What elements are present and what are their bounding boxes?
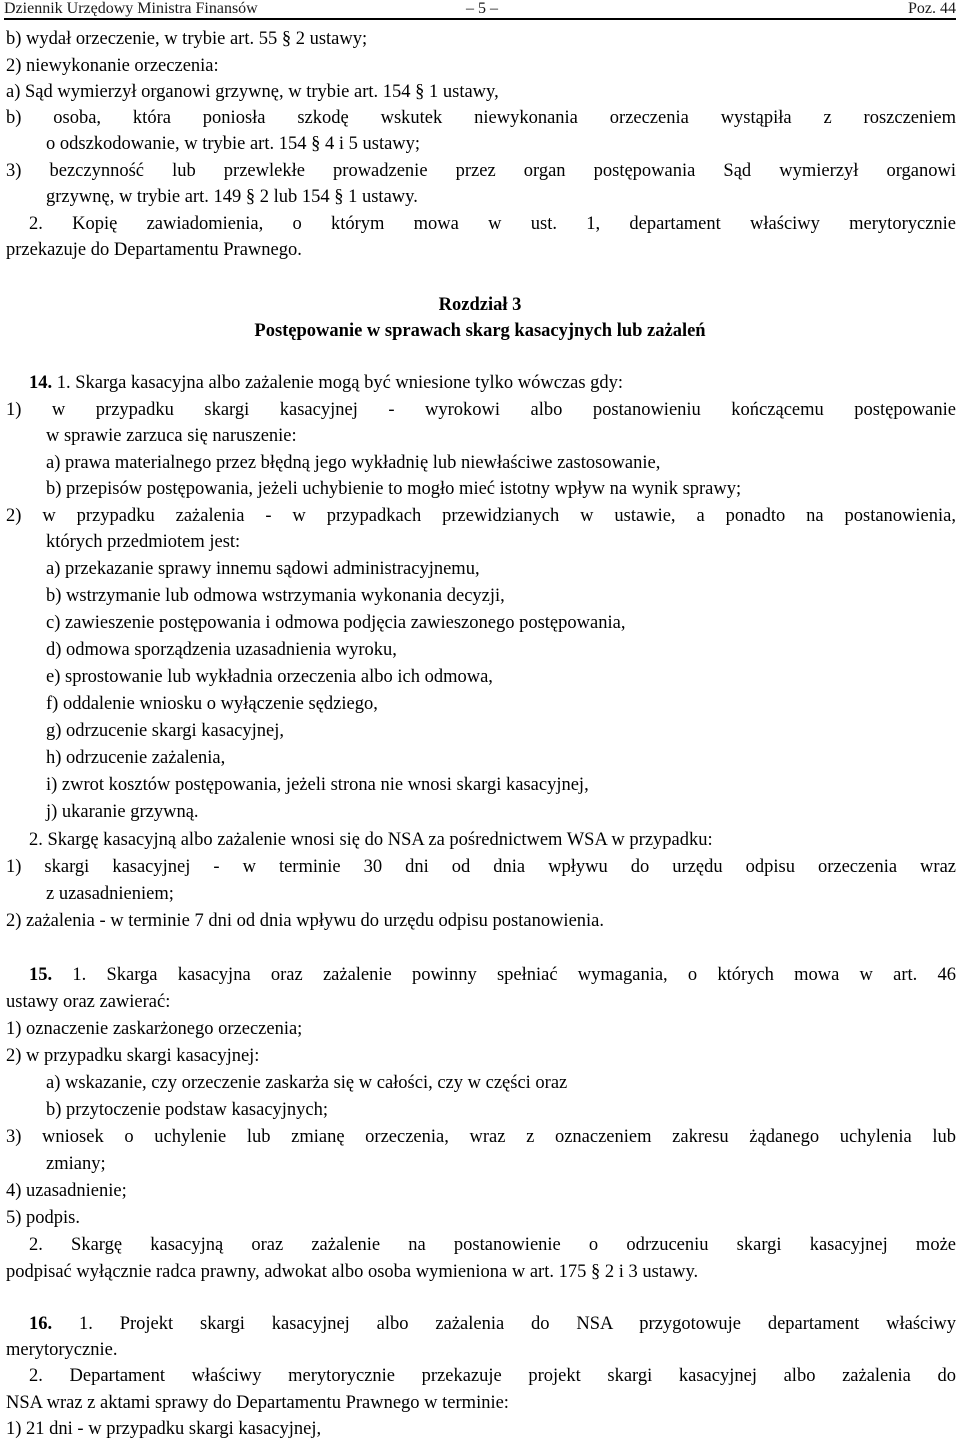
- text-line: 1) 21 dni - w przypadku skargi kasacyjnej,: [6, 1419, 322, 1439]
- text-line: zmiany;: [46, 1154, 106, 1174]
- text-line: 3) bezczynność lub przewlekłe prowadzenie przez organ postępowania Sąd wymierzył organowi: [6, 161, 956, 181]
- text-line: NSA wraz z aktami sprawy do Departamentu Prawnego w terminie:: [6, 1393, 509, 1413]
- text-line: których przedmiotem jest:: [46, 532, 241, 552]
- text-line: 2) zażalenia - w terminie 7 dni od dnia wpływu do urzędu odpisu postanowienia.: [6, 911, 605, 931]
- text-line: b) osoba, która poniosła szkodę wskutek niewykonania orzeczenia wystąpiła z roszczeniem: [6, 108, 956, 128]
- page-number: – 5 –: [466, 0, 498, 17]
- text-line: 2. Kopię zawiadomienia, o którym mowa w ust. 1, departament właściwy merytorycznie: [29, 214, 956, 234]
- paragraph-14-line: 14. 1. Skarga kasacyjna albo zażalenie mogą być wniesione tylko wówczas gdy:: [29, 373, 624, 393]
- chapter-subtitle: Postępowanie w sprawach skarg kasacyjnych lub zażaleń: [254, 321, 706, 341]
- text-line: b) wstrzymanie lub odmowa wstrzymania wykonania decyzji,: [46, 586, 505, 606]
- text-line: a) wskazanie, czy orzeczenie zaskarża się w całości, czy w części oraz: [46, 1073, 568, 1093]
- chapter-title: Rozdział 3: [438, 295, 522, 315]
- paragraph-number: 16.: [29, 1314, 53, 1334]
- paragraph-number: 14.: [29, 373, 53, 393]
- text-line: 2. Skargę kasacyjną oraz zażalenie na postanowienie o odrzuceniu skargi kasacyjnej może: [29, 1235, 956, 1255]
- text-line: przekazuje do Departamentu Prawnego.: [6, 240, 302, 260]
- text-line: d) odmowa sporządzenia uzasadnienia wyroku,: [46, 640, 397, 660]
- text-line: a) prawa materialnego przez błędną jego wykładnię lub niewłaściwe zastosowanie,: [46, 453, 661, 473]
- text-line: grzywnę, w trybie art. 149 § 2 lub 154 § 1 ustawy.: [46, 187, 418, 207]
- text-line: e) sprostowanie lub wykładnia orzeczenia albo ich odmowa,: [46, 667, 493, 687]
- text-line: merytorycznie.: [6, 1340, 118, 1360]
- text-line: ustawy oraz zawierać:: [6, 992, 171, 1012]
- text-line: o odszkodowanie, w trybie art. 154 § 4 i 5 ustawy;: [46, 134, 421, 154]
- text-line: f) oddalenie wniosku o wyłączenie sędziego,: [46, 694, 378, 714]
- text-line: b) wydał orzeczenie, w trybie art. 55 § 2 ustawy;: [6, 29, 368, 49]
- journal-title: Dziennik Urzędowy Ministra Finansów: [4, 0, 258, 17]
- text-line: 2. Departament właściwy merytorycznie przekazuje projekt skargi kasacyjnej albo zażalenia do: [29, 1366, 956, 1386]
- page-header: [4, 0, 956, 20]
- text-line: 4) uzasadnienie;: [6, 1181, 127, 1201]
- text-line: i) zwrot kosztów postępowania, jeżeli strona nie wnosi skargi kasacyjnej,: [46, 775, 589, 795]
- paragraph-15-line: 15. 1. Skarga kasacyjna oraz zażalenie powinny spełniać wymagania, o których mowa w art. 46: [29, 965, 956, 985]
- item-number: Poz. 44: [908, 0, 956, 17]
- text-line: 2. Skargę kasacyjną albo zażalenie wnosi się do NSA za pośrednictwem WSA w przypadku:: [29, 830, 713, 850]
- text-line: 1) w przypadku skargi kasacyjnej - wyrokowi albo postanowieniu kończącemu postępowanie: [6, 400, 956, 420]
- text-line: 5) podpis.: [6, 1208, 80, 1228]
- text-line: b) przepisów postępowania, jeżeli uchybienie to mogło mieć istotny wpływ na wynik sprawy;: [46, 479, 742, 499]
- text-line: g) odrzucenie skargi kasacyjnej,: [46, 721, 285, 741]
- text-line: w sprawie zarzuca się naruszenie:: [46, 426, 297, 446]
- text-line: a) przekazanie sprawy innemu sądowi administracyjnemu,: [46, 559, 480, 579]
- text-line: podpisać wyłącznie radca prawny, adwokat albo osoba wymieniona w art. 175 § 2 i 3 ustawy.: [6, 1262, 699, 1282]
- text-line: h) odrzucenie zażalenia,: [46, 748, 226, 768]
- text-line: 2) w przypadku skargi kasacyjnej:: [6, 1046, 260, 1066]
- paragraph-16-line: 16. 1. Projekt skargi kasacyjnej albo zażalenia do NSA przygotowuje departament właściwy: [29, 1314, 956, 1334]
- text-line: j) ukaranie grzywną.: [46, 802, 199, 822]
- text-line: 2) w przypadku zażalenia - w przypadkach przewidzianych w ustawie, a ponadto na postanowienia,: [6, 506, 956, 526]
- text-line: 1) skargi kasacyjnej - w terminie 30 dni od dnia wpływu do urzędu odpisu orzeczenia wraz: [6, 857, 956, 877]
- paragraph-number: 15.: [29, 965, 53, 985]
- text-line: z uzasadnieniem;: [46, 884, 174, 904]
- text-line: 2) niewykonanie orzeczenia:: [6, 56, 219, 76]
- text-line: 3) wniosek o uchylenie lub zmianę orzeczenia, wraz z oznaczeniem zakresu żądanego uchylenia lub: [6, 1127, 956, 1147]
- text-line: b) przytoczenie podstaw kasacyjnych;: [46, 1100, 329, 1120]
- text-line: 1) oznaczenie zaskarżonego orzeczenia;: [6, 1019, 303, 1039]
- text-line: c) zawieszenie postępowania i odmowa podjęcia zawieszonego postępowania,: [46, 613, 626, 633]
- text-line: a) Sąd wymierzył organowi grzywnę, w trybie art. 154 § 1 ustawy,: [6, 82, 499, 102]
